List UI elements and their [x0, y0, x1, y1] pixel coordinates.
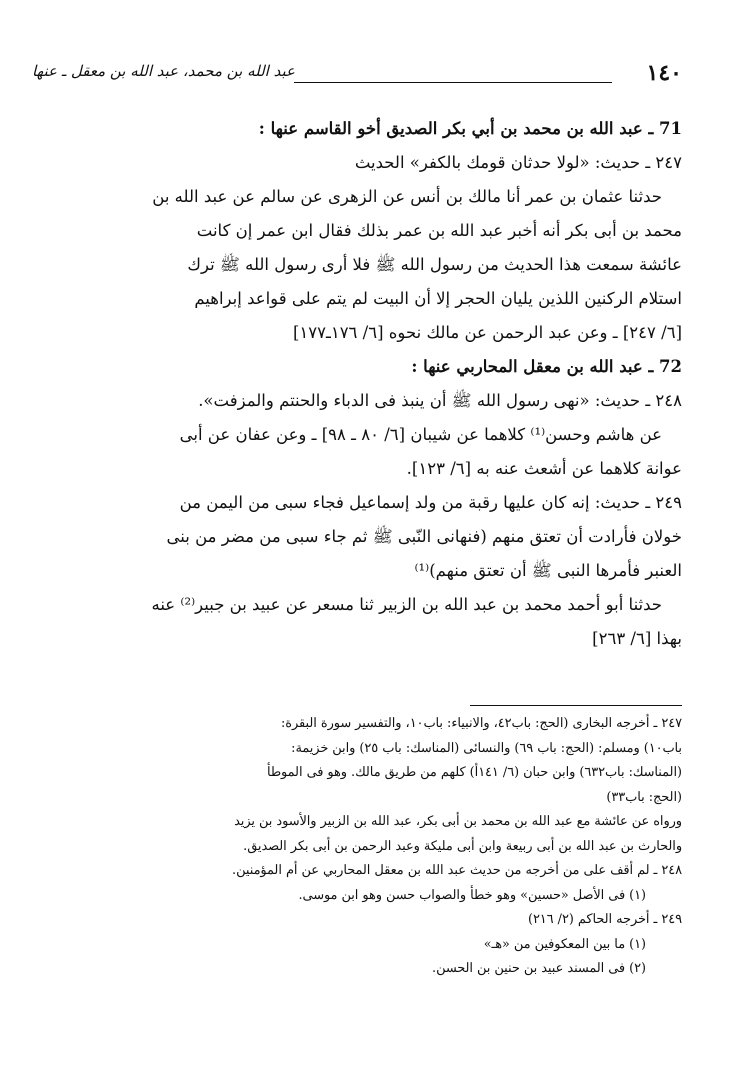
text-line: ٢٤٩ ـ حديث: إنه كان عليها رقبة من ولد إسماعيل فجاء سبى من اليمن من — [179, 493, 682, 512]
section-heading: 71 ـ عبد الله بن محمد بن أبي بكر الصديق أخو القاسم عنها : — [258, 119, 682, 138]
footnotes — [34, 712, 682, 982]
footnote-line: ٢٤٧ ـ أخرجه البخارى (الحج: باب٤٢، والانبياء: باب١٠، والتفسير سورة البقرة: — [280, 716, 682, 731]
text-line: عن هاشم وحسن⁽¹⁾ كلاهما عن شيبان [٦/ ٨٠ ـ ٩٨] ـ وعن عفان عن أبى — [179, 425, 662, 444]
text-line: عائشة سمعت هذا الحديث من رسول الله ﷺ فلا أرى رسول الله ﷺ ترك — [187, 255, 682, 274]
text-line: محمد بن أبى بكر أنه أخبر عبد الله بن عمر بذلك فقال ابن عمر إن كانت — [196, 221, 682, 240]
footnote-line: باب١٠) ومسلم: (الحج: باب ٦٩) والنسائى (المناسك: باب ٢٥) وابن خزيمة: — [291, 740, 682, 756]
footnote-line: (الحج: باب٣٣) — [606, 789, 682, 805]
footnote-line: (٢) فى المسند عبيد بن حنين بن الحسن. — [432, 961, 646, 976]
footnote-line: ورواه عن عائشة مع عبد الله بن محمد بن أبى بكر، عبد الله بن الزبير والأسود بن يزيد — [234, 814, 682, 829]
running-title: عبد الله بن محمد، عبد الله بن معقل ـ عنها — [32, 62, 295, 80]
text-line: حدثنا أبو أحمد محمد بن عبد الله بن الزبير ثنا مسعر عن عبيد بن جبير⁽²⁾ عنه — [151, 595, 662, 614]
text-line: ٢٤٨ ـ حديث: «نهى رسول الله ﷺ أن ينبذ فى الدباء والحنتم والمزفت». — [198, 391, 682, 410]
text-line: العنبر فأمرها النبى ﷺ أن تعتق منهم)⁽¹⁾ — [414, 561, 682, 580]
header-rule — [294, 82, 612, 83]
page-number: ١٤٠ — [646, 60, 682, 86]
footnote-line: (١) ما بين المعكوفين من «هـ» — [483, 936, 646, 952]
footnote-line: ٢٤٩ ـ أخرجه الحاكم (٢/ ٢١٦) — [527, 912, 682, 927]
footnote-line: (١) فى الأصل «حسين» وهو خطأ والصواب حسن وهو ابن موسى. — [298, 887, 646, 903]
text-line: بهذا [٦/ ٢٦٣] — [592, 629, 682, 648]
text-line: عوانة كلاهما عن أشعث عنه به [٦/ ١٢٣]. — [406, 459, 682, 478]
page-header — [32, 60, 682, 90]
main-text — [34, 112, 682, 656]
text-line: ٢٤٧ ـ حديث: «لولا حدثان قومك بالكفر» الحديث — [354, 153, 682, 172]
text-line: استلام الركنين اللذين يليان الحجر إلا أن البيت لم يتم على قواعد إبراهيم — [194, 289, 682, 308]
section-heading: 72 ـ عبد الله بن معقل المحاربي عنها : — [411, 357, 682, 376]
footnote-line: (المناسك: باب٦٣٢) وابن حبان (٦/ ١٤١أ) كلهم من طريق مالك. وهو فى الموطأ — [266, 765, 682, 780]
footnote-separator — [470, 705, 682, 706]
footnote-line: والحارث بن عبد الله بن أبى ربيعة وابن أبى مليكة وعبد الرحمن بن أبى بكر الصديق. — [243, 838, 682, 854]
text-line: خولان فأرادت أن تعتق منهم (فنهانى النّبى ﷺ ثم جاء سبى من مضر من بنى — [166, 527, 682, 546]
text-line: [٦/ ٢٤٧] ـ وعن عبد الرحمن عن مالك نحوه [٦/ ١٧٦ـ١٧٧] — [292, 323, 682, 342]
text-line: حدثنا عثمان بن عمر أنا مالك بن أنس عن الزهرى عن سالم عن عبد الله بن — [152, 187, 662, 206]
footnote-line: ٢٤٨ ـ لم أقف على من أخرجه من حديث عبد الله بن معقل المحاربي عن أم المؤمنين. — [232, 863, 682, 878]
